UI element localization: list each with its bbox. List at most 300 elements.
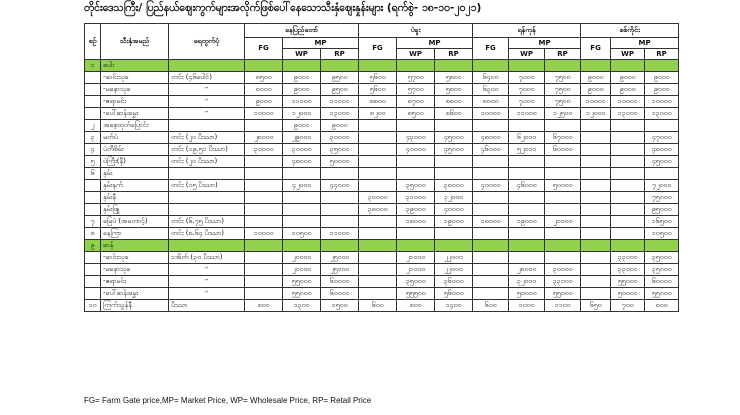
price-cell <box>611 192 645 204</box>
row-number: ၅ <box>85 156 101 168</box>
table-row <box>85 132 679 144</box>
price-cell: ၄၀၀၀၀ <box>435 204 473 216</box>
row-number <box>85 108 101 120</box>
price-cell <box>645 120 679 132</box>
price-cell: ၄၆၀၀၀ <box>509 180 545 192</box>
price-cell: ၁၁၀၀၀ <box>321 228 359 240</box>
document-title: တိုင်းဒေသကြီး/ ပြည်နယ်ဈေးကွက်များအလိုက်ဖြစ်ပေါ်နေသောသီးနှံဈေးနှုန်းများ (ရက်စွဲ- ၁၈-၁၀-၂၀၂၁) <box>84 2 482 14</box>
empty-cell <box>435 60 473 72</box>
empty-cell <box>509 60 545 72</box>
price-cell <box>359 144 397 156</box>
table-row <box>85 180 679 192</box>
market-header: နေပြည်တော် <box>245 24 359 38</box>
empty-cell <box>359 168 397 180</box>
price-cell: ၃၅၀၀၀ <box>645 252 679 264</box>
price-cell: ၃၅၀၀၀ <box>645 264 679 276</box>
table-row <box>85 120 679 132</box>
price-cell: ၅၆၀၀၀ <box>435 288 473 300</box>
price-cell: ၁၃၀၀၀ <box>645 108 679 120</box>
price-cell: ၂၂၀၀၀ <box>435 252 473 264</box>
price-cell: ၅၅၀၀၀ <box>283 288 321 300</box>
price-cell: ၃၂၀၀၀ <box>435 192 473 204</box>
empty-cell <box>611 168 645 180</box>
empty-cell <box>473 168 509 180</box>
empty-cell <box>473 240 509 252</box>
unit-cell: တင်း (၂၀ ပိဿာ) <box>169 156 245 168</box>
price-cell <box>581 192 611 204</box>
price-cell <box>611 120 645 132</box>
price-cell: ၅၇၀၀ <box>397 84 435 96</box>
price-cell: ၂၈၀၀၀ <box>245 132 283 144</box>
price-cell: ၈၇၀၀ <box>397 96 435 108</box>
price-cell <box>245 192 283 204</box>
empty-cell <box>283 60 321 72</box>
crop-name: -ဆင်းသုခ <box>101 252 169 264</box>
price-cell: ၁၃၀၀၀ <box>611 108 645 120</box>
price-cell <box>473 228 509 240</box>
wp-header: WP <box>283 49 321 60</box>
price-cell <box>283 192 321 204</box>
category-row <box>85 60 679 72</box>
crop-name: နေကြာ <box>101 228 169 240</box>
category-row <box>85 168 679 180</box>
price-cell: ၉၀၀၀ <box>283 72 321 84</box>
empty-cell <box>245 168 283 180</box>
price-cell: ၁၀၀၀၀ <box>645 96 679 108</box>
price-cell <box>473 120 509 132</box>
price-cell: ၃၃၀၀၀ <box>611 264 645 276</box>
price-cell <box>245 180 283 192</box>
price-cell: ၁၈၀၀၀ <box>397 216 435 228</box>
price-cell <box>435 228 473 240</box>
table-row <box>85 252 679 264</box>
unit-cell: ״ <box>169 96 245 108</box>
price-cell: ၅၆၀၀ <box>359 84 397 96</box>
price-cell: ၇၅၀၀ <box>545 84 581 96</box>
price-cell <box>245 216 283 228</box>
crop-name: နှမ်းနက် <box>101 180 169 192</box>
mp-header: MP <box>509 38 581 49</box>
header-row-markets <box>85 24 679 38</box>
price-cell: ၆၀၀၀၀ <box>545 144 581 156</box>
price-cell: ၃၅၀၀၀ <box>397 276 435 288</box>
legend-footnote: FG= Farm Gate price,MP= Market Price, WP= Wholesale Price, RP= Retail Price <box>84 396 372 405</box>
price-cell: ၉၀၀၀ <box>611 84 645 96</box>
price-cell: ၄၅၀၀၀ <box>435 132 473 144</box>
crop-name: နှမ်းဖြူ <box>101 204 169 216</box>
price-cell <box>545 120 581 132</box>
empty-cell <box>169 240 245 252</box>
mp-header: MP <box>397 38 473 49</box>
price-cell <box>581 180 611 192</box>
price-cell <box>245 264 283 276</box>
price-cell <box>397 156 435 168</box>
price-cell: ၈၀၀၀ <box>245 84 283 96</box>
col-unit-header: ရေတွက်ပုံ <box>169 24 245 60</box>
price-cell: ၃၉၀၀၀ <box>397 204 435 216</box>
crop-name: -မနောသုခ <box>101 84 169 96</box>
crop-name: -ဆင်းသုခ <box>101 72 169 84</box>
row-number: ၂ <box>85 120 101 132</box>
price-cell <box>581 216 611 228</box>
price-cell: ၁၀၅၀၀ <box>283 228 321 240</box>
price-cell <box>359 120 397 132</box>
price-cell <box>473 264 509 276</box>
price-cell <box>435 120 473 132</box>
price-cell: ၃၃၀၀၀ <box>545 276 581 288</box>
price-cell: ၅၀၀၀၀ <box>611 288 645 300</box>
price-cell: ၅၆၀၀ <box>359 72 397 84</box>
unit-cell: တင်း (၈.၆၄ ပိဿာ) <box>169 228 245 240</box>
price-cell <box>545 204 581 216</box>
price-cell <box>611 144 645 156</box>
unit-cell: တင်း (၄၆ပေါင်) <box>169 72 245 84</box>
price-cell: ၇၀၀၀ <box>509 72 545 84</box>
price-cell: ၈၈၀၀ <box>435 96 473 108</box>
row-number: ၃ <box>85 132 101 144</box>
price-cell: ၄၆၀၀၀ <box>473 144 509 156</box>
price-cell: ၉၀၀၀ <box>645 72 679 84</box>
price-cell: ၄၅၀၀၀ <box>435 144 473 156</box>
unit-cell: ״ <box>169 84 245 96</box>
price-cell: ၅၅၀၀၀ <box>611 276 645 288</box>
unit-cell: တင်း (၂၀ ပိဿာ) <box>169 132 245 144</box>
price-cell: ၁၆၅၀၀ <box>645 216 679 228</box>
empty-cell <box>283 168 321 180</box>
price-cell: ၂၂၀၀၀ <box>435 264 473 276</box>
price-cell <box>545 252 581 264</box>
price-cell <box>581 144 611 156</box>
unit-cell <box>169 120 245 132</box>
crop-name: မြေပဲ (အတောင့်) <box>101 216 169 228</box>
empty-cell <box>545 168 581 180</box>
price-cell: ၆၃၀၀ <box>473 84 509 96</box>
market-header: ပဲခူး <box>359 24 473 38</box>
row-number: ၄ <box>85 144 101 156</box>
price-cell: ၁၀၅၀၀ <box>645 228 679 240</box>
price-cell: ၂၅၀၀၀ <box>321 264 359 276</box>
price-cell: ၂၁၀၀၀ <box>397 252 435 264</box>
price-cell: ၉၀၀၀ <box>283 84 321 96</box>
price-cell <box>581 252 611 264</box>
empty-cell <box>359 60 397 72</box>
rp-header: RP <box>545 49 581 60</box>
rp-header: RP <box>645 49 679 60</box>
row-number <box>85 180 101 192</box>
price-cell: ၃၅၀၀၀ <box>321 144 359 156</box>
empty-cell <box>435 168 473 180</box>
unit-cell: ״ <box>169 276 245 288</box>
price-cell: ၆၅၀ <box>581 300 611 312</box>
price-cell: ၅၀၀၀၀ <box>545 180 581 192</box>
empty-cell <box>545 240 581 252</box>
price-cell: ၁၁၀၀၀ <box>509 108 545 120</box>
fg-header: FG <box>581 38 611 60</box>
empty-cell <box>611 60 645 72</box>
price-cell <box>397 228 435 240</box>
price-cell <box>245 288 283 300</box>
price-cell <box>581 228 611 240</box>
row-number: ၁၀ <box>85 300 101 312</box>
price-cell: ၇၅၀၀ <box>545 72 581 84</box>
price-cell: ၂၀၀၀၀ <box>283 252 321 264</box>
price-cell: ၈၈၀၀ <box>359 96 397 108</box>
price-cell: ၁၀၀၀၀ <box>611 96 645 108</box>
category-name: နှမ်း <box>101 168 169 180</box>
price-cell: ၁၈၀၀၀ <box>473 216 509 228</box>
price-cell: ၁၁၀၀၀ <box>321 96 359 108</box>
price-cell <box>359 252 397 264</box>
empty-cell <box>509 168 545 180</box>
price-cell: ၇၂၀၀၀ <box>645 180 679 192</box>
price-cell <box>509 204 545 216</box>
empty-cell <box>581 60 611 72</box>
price-cell: ၉၅၀၀ <box>321 84 359 96</box>
price-cell: ၁၄၀၀ <box>435 300 473 312</box>
wp-header: WP <box>509 49 545 60</box>
unit-cell: တင်း (၁၅ ပိဿာ) <box>169 180 245 192</box>
price-cell: ၁၉၀၀၀ <box>435 216 473 228</box>
price-cell: ၉၀၀၀ <box>645 84 679 96</box>
price-cell <box>359 228 397 240</box>
price-cell: ၅၀၀၀၀ <box>321 156 359 168</box>
price-cell <box>611 132 645 144</box>
price-cell <box>473 156 509 168</box>
price-cell <box>545 156 581 168</box>
price-cell <box>509 120 545 132</box>
price-cell: ၃၀၀၀၀ <box>245 144 283 156</box>
unit-cell <box>169 204 245 216</box>
col-crop-header: သီးနှံအမည် <box>101 24 169 60</box>
price-cell: ၄၈၀၀၀ <box>283 156 321 168</box>
price-cell: ၈၀၀၀ <box>473 96 509 108</box>
row-number <box>85 252 101 264</box>
price-cell: ၅၅၀၀၀ <box>283 276 321 288</box>
price-cell: ၅၈၀၀ <box>435 72 473 84</box>
price-cell: ၂၁၀၀၀ <box>397 264 435 276</box>
price-cell: ၈၅၀၀ <box>397 108 435 120</box>
price-cell <box>245 156 283 168</box>
price-cell: ၆၀၀ <box>473 300 509 312</box>
price-cell <box>359 180 397 192</box>
empty-cell <box>397 240 435 252</box>
crop-name: အစေ့ထုတ်ပြောင်း <box>101 120 169 132</box>
fg-header: FG <box>473 38 509 60</box>
price-cell: ၁၀၀၀၀ <box>473 108 509 120</box>
empty-cell <box>473 60 509 72</box>
price-cell: ၁၁၀၀ <box>545 300 581 312</box>
empty-cell <box>435 240 473 252</box>
price-cell <box>245 252 283 264</box>
row-number <box>85 264 101 276</box>
price-cell: ၃၈၀၀၀ <box>435 180 473 192</box>
price-cell: ၄၄၀၀၀ <box>321 180 359 192</box>
empty-cell <box>545 60 581 72</box>
market-header: စစ်ကိုင်း <box>581 24 679 38</box>
price-cell: ၉၀၀၀ <box>321 120 359 132</box>
price-cell: ၉၀၀၀ <box>581 72 611 84</box>
price-cell: ၂၀၀၀၀ <box>545 216 581 228</box>
row-number: ၇ <box>85 216 101 228</box>
price-cell: ၁၃၀၀၀ <box>321 108 359 120</box>
price-cell <box>473 276 509 288</box>
price-cell <box>359 132 397 144</box>
empty-cell <box>169 168 245 180</box>
table-row <box>85 264 679 276</box>
price-cell: ၅၇၀၀ <box>397 72 435 84</box>
price-cell <box>283 204 321 216</box>
crop-name: -ပေါ်ဆန်းမွှေး <box>101 288 169 300</box>
price-cell <box>581 120 611 132</box>
price-cell: ၁၂၅၀၀ <box>545 108 581 120</box>
row-number: ၉ <box>85 240 101 252</box>
crop-name: ပဲတီစိမ်း <box>101 144 169 156</box>
price-cell: ၁၂၀၀၀ <box>581 108 611 120</box>
price-cell <box>473 252 509 264</box>
price-cell: ၄၃၀၀၀ <box>397 132 435 144</box>
price-cell: ၅၅၀၀၀ <box>645 288 679 300</box>
col-no-header: စဉ် <box>85 24 101 60</box>
table-row <box>85 96 679 108</box>
price-cell: ၈၆၀၀ <box>435 108 473 120</box>
empty-cell <box>509 240 545 252</box>
row-number: ၁ <box>85 60 101 72</box>
table-row <box>85 216 679 228</box>
price-cell: ၄၀၀၀၀ <box>397 144 435 156</box>
fg-header: FG <box>359 38 397 60</box>
price-cell <box>321 204 359 216</box>
empty-cell <box>581 168 611 180</box>
empty-cell <box>321 168 359 180</box>
empty-cell <box>645 240 679 252</box>
row-number <box>85 276 101 288</box>
table-row <box>85 228 679 240</box>
price-cell: ၁၀၀၀၀ <box>581 96 611 108</box>
price-cell: ၃၅၀၀၀ <box>397 180 435 192</box>
empty-cell <box>645 168 679 180</box>
price-cell: ၅၈၀၀ <box>435 84 473 96</box>
rp-header: RP <box>321 49 359 60</box>
price-cell <box>435 156 473 168</box>
row-number <box>85 204 101 216</box>
empty-cell <box>245 240 283 252</box>
mp-header: MP <box>283 38 359 49</box>
price-cell: ၃၀၀၀၀ <box>359 192 397 204</box>
empty-cell <box>397 60 435 72</box>
price-cell <box>359 156 397 168</box>
market-header: ရန်ကုန် <box>473 24 581 38</box>
price-cell: ၉၀၀၀ <box>581 84 611 96</box>
price-cell: ၁၃၀၀ <box>283 300 321 312</box>
empty-cell <box>645 60 679 72</box>
price-cell: ၇၅၀၀ <box>545 96 581 108</box>
row-number <box>85 84 101 96</box>
price-cell: ၉၀၀၀ <box>245 96 283 108</box>
empty-cell <box>321 240 359 252</box>
price-cell <box>581 264 611 276</box>
empty-cell <box>611 240 645 252</box>
price-cell: ၁၂၀၀၀ <box>283 108 321 120</box>
price-cell <box>283 216 321 228</box>
empty-cell <box>359 240 397 252</box>
row-number: ၆ <box>85 168 101 180</box>
price-cell <box>611 204 645 216</box>
price-cell: ၄၀၀၀၀ <box>473 180 509 192</box>
price-cell <box>581 204 611 216</box>
row-number: ၈ <box>85 228 101 240</box>
empty-cell <box>283 240 321 252</box>
row-number <box>85 96 101 108</box>
price-cell <box>581 156 611 168</box>
price-cell: ၄၇၀၀၀ <box>645 132 679 144</box>
price-cell <box>509 156 545 168</box>
table-row <box>85 276 679 288</box>
unit-cell: တင်း (၆.၇၅ ပိဿာ) <box>169 216 245 228</box>
price-cell: ၂၀၀၀၀ <box>283 264 321 276</box>
price-cell: ၅၅၀၀၀ <box>545 288 581 300</box>
price-cell <box>509 192 545 204</box>
empty-cell <box>169 60 245 72</box>
price-cell <box>509 228 545 240</box>
price-cell <box>321 192 359 204</box>
price-cell <box>359 264 397 276</box>
price-cell: ၂၈၀၀၀ <box>509 264 545 276</box>
price-cell <box>581 276 611 288</box>
price-cell <box>245 204 283 216</box>
price-cell: ၉၀၀၀ <box>283 120 321 132</box>
table-row <box>85 144 679 156</box>
price-cell <box>545 228 581 240</box>
price-cell: ၁၀၀၀ <box>509 300 545 312</box>
crop-name: -ဧရာမင်း <box>101 276 169 288</box>
price-cell: ၆၄၀၀ <box>473 72 509 84</box>
price-cell: ၁၀၀၀၀ <box>245 228 283 240</box>
price-cell: ၃၈၀၀၀ <box>359 204 397 216</box>
price-cell: ၆၂၀၀၀ <box>509 132 545 144</box>
price-cell <box>397 120 435 132</box>
price-cell <box>545 192 581 204</box>
price-cell: ၉၅၀၀၀ <box>645 204 679 216</box>
crop-name: -ဧရာမင်း <box>101 96 169 108</box>
table-row <box>85 108 679 120</box>
price-cell <box>473 204 509 216</box>
table-row <box>85 84 679 96</box>
rp-header: RP <box>435 49 473 60</box>
crop-name: နှမ်းနီ <box>101 192 169 204</box>
price-cell: ၃၂၀၀၀ <box>509 276 545 288</box>
price-cell: ၃၆၀၀၀ <box>435 276 473 288</box>
price-cell: ၄၈၀၀၀ <box>473 132 509 144</box>
unit-cell: ၁အိတ် (၃၀ ပိဿာ) <box>169 252 245 264</box>
price-cell: ၃၁၀၀၀ <box>397 192 435 204</box>
price-cell: ၅၂၀၀၀ <box>509 144 545 156</box>
crop-name: ကြက်သွန်နီ <box>101 300 169 312</box>
crop-name: မတ်ပဲ <box>101 132 169 144</box>
price-cell: ၁၅၀၀ <box>321 300 359 312</box>
price-cell <box>611 180 645 192</box>
price-cell: ၆၀၀၀၀ <box>321 288 359 300</box>
price-cell: ၈၂၀၀ <box>359 108 397 120</box>
table-row <box>85 72 679 84</box>
price-cell: ၃၃၀၀၀ <box>611 252 645 264</box>
price-table <box>84 23 679 312</box>
price-cell <box>509 252 545 264</box>
price-cell: ၁၉၀၀၀ <box>509 216 545 228</box>
price-cell <box>473 288 509 300</box>
unit-cell: ״ <box>169 288 245 300</box>
price-cell <box>611 156 645 168</box>
table-row <box>85 204 679 216</box>
